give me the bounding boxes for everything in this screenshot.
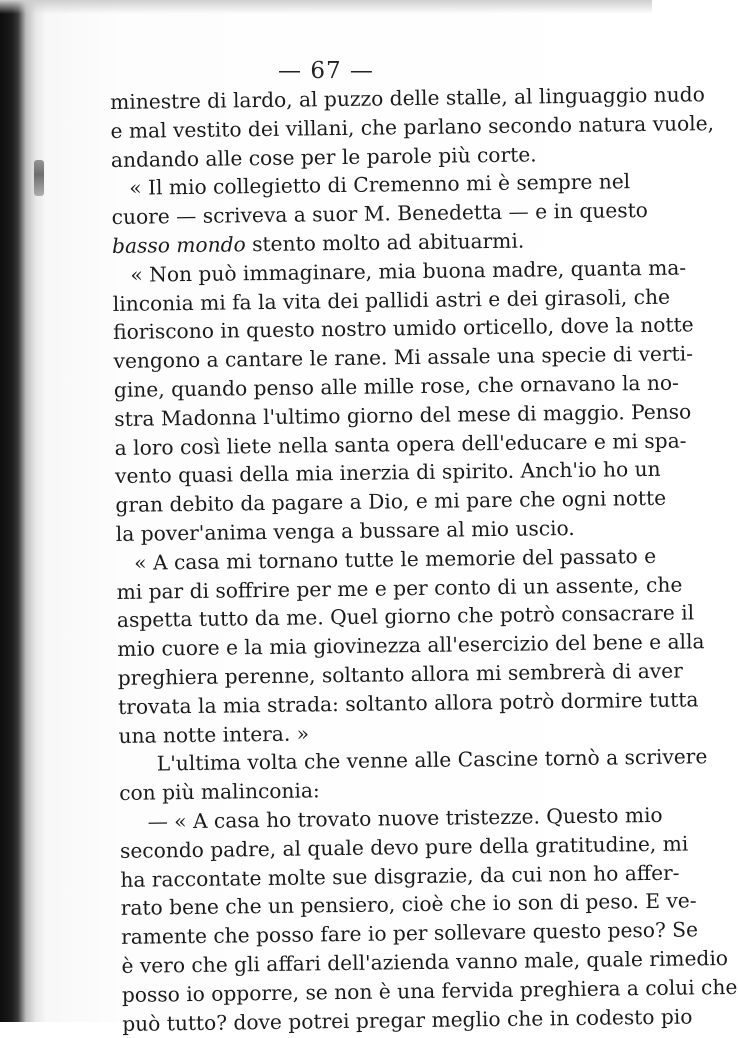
text-line: ha raccontate molte sue disgrazie, da cui non ho affer- [120,860,680,892]
text-line: aspetta tutto da me. Quel giorno che potrò consacrare il [116,600,695,633]
text-line: con più malinconia: [119,778,320,806]
text-line: a loro così liete nella santa opera dell'educare e mi spa- [114,428,687,460]
book-spine-shadow [0,0,46,1022]
text-line: rato bene che un pensiero, cioè che io son di peso. E ve- [120,888,697,921]
text-line: mio cuore e la mia giovinezza all'esercizio del bene e alla [117,629,705,662]
text-line: secondo padre, al quale devo pure della gratitudine, mi [119,831,689,863]
page-number: — 67 — [278,58,374,84]
text-line: fioriscono in questo nostro umido orticello, dove la notte [113,312,694,345]
top-edge-shadow [0,0,652,14]
text-line: linconia mi fa la vita dei pallidi astri e dei girasoli, che [112,284,671,316]
text-line: una notte intera. » [118,720,310,748]
text-line: minestre di lardo, al puzzo delle stalle, al linguaggio nudo [110,82,705,114]
text-line: è vero che gli affari dell'azienda vanno male, quale rimedio [121,945,729,978]
text-line: posso io opporre, se non è una fervida preghiera a colui che [121,974,738,1007]
text-line: trovata la mia strada: soltanto allora potrò dormire tutta [117,687,699,719]
body-text [110,81,738,1038]
text-line: « Il mio collegietto di Cremenno mi è sempre nel [129,169,631,201]
text-line: mi par di soffrire per me e per conto di un assente, che [116,572,683,604]
text-line: cuore — scriveva a suor M. Benedetta — e in questo [111,198,649,230]
text-line: « A casa mi tornano tutte le memorie del passato e [134,543,657,575]
text-line-rest: stento molto ad abituarmi. [251,228,525,257]
margin-mark [34,160,44,196]
text-line: gine, quando penso alle mille rose, che ornavano la no- [113,370,680,402]
text-line: può tutto? dove potrei pregar meglio che in codesto pio [122,1003,693,1036]
text-line: L'ultima volta che venne alle Cascine tornò a scrivere [156,744,708,776]
text-line: preghiera perenne, soltanto allora mi sembrerà di aver [117,658,683,690]
italic-phrase: basso mondo [111,232,246,258]
text-line: vengono a cantare le rane. Mi assale una specie di verti- [113,341,694,374]
text-line: ramente che posso fare io per sollevare questo peso? Se [120,917,699,950]
text-line: « Non può immaginare, mia buona madre, quanta ma- [130,255,687,287]
text-line: vento quasi della mia inerzia di spirito. Anch'io ho un [114,457,661,489]
text-line: stra Madonna l'ultimo giorno del mese di maggio. Penso [114,399,692,431]
text-line: la pover'anima venga a bussare al mio uscio. [115,515,575,546]
text-line: andando alle cose per le parole più corte. [110,142,537,172]
text-line: — « A casa ho trovato nuove tristezze. Questo mio [147,802,663,834]
text-line: e mal vestito dei villani, che parlano secondo natura vuole, [110,110,715,143]
text-line: gran debito da pagare a Dio, e mi pare che ogni notte [115,485,667,518]
